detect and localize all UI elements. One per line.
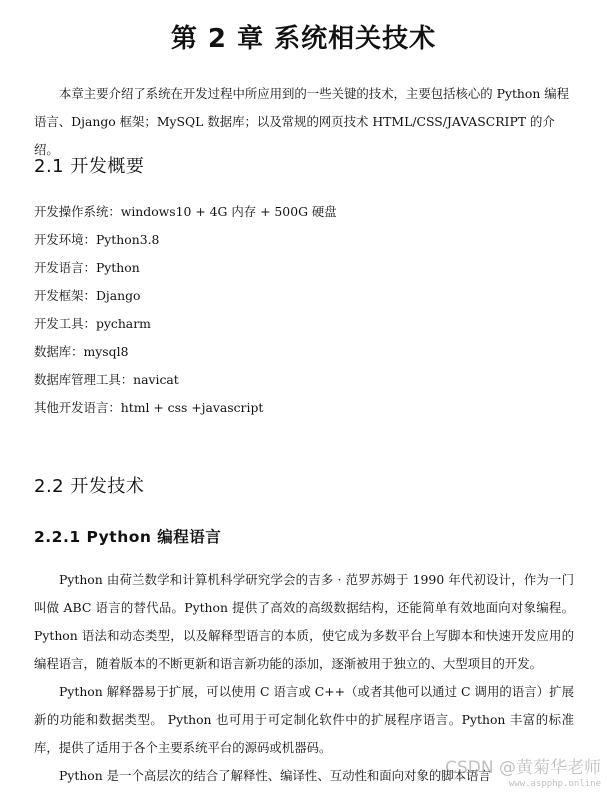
watermark: [445, 758, 601, 790]
paragraph: Python 由荷兰数学和计算机科学研究学会的吉多 · 范罗苏姆于 1990 年代初设计，作为一门叫做 ABC 语言的替代品。Python 提供了高效的高级数据结构，还能简单有效地面向对象编程。Python 语法和动态类型，以及解释型语言的本质，使它成为多数平台上写脚本和快速开发应用的编程语言，随着版本的不断更新和语言新功能的添加，逐渐被用于独立的、大型项目的开发。: [34, 572, 574, 671]
dev-environment-list: [34, 198, 337, 422]
list-item: 数据库管理工具：navicat: [34, 372, 179, 387]
list-item: 开发操作系统：windows10 + 4G 内存 + 500G 硬盘: [34, 204, 337, 219]
paragraph: Python 是一个高层次的结合了解释性、编译性、互动性和面向对象的脚本语言: [59, 768, 491, 783]
list-item: 开发环境：Python3.8: [34, 232, 160, 247]
subsection-heading-python: 2.2.1 Python 编程语言: [34, 528, 222, 546]
watermark-author: CSDN @黄菊华老师: [445, 758, 601, 778]
intro-paragraph: 本章主要介绍了系统在开发过程中所应用到的一些关键的技术，主要包括核心的 Python 编程语言、Django 框架；MySQL 数据库；以及常规的网页技术 HTML/CSS/JAVASCRIPT 的介绍。: [34, 86, 570, 157]
section-heading-technology: 2.2 开发技术: [34, 476, 145, 497]
list-item: 开发语言：Python: [34, 260, 140, 275]
list-item: 其他开发语言：html + css +javascript: [34, 400, 264, 415]
python-body: [34, 566, 574, 790]
section-heading-overview: 2.1 开发概要: [34, 156, 145, 177]
watermark-site: www.aspphp.online: [508, 779, 601, 789]
list-item: 数据库：mysql8: [34, 344, 129, 359]
paragraph: Python 解释器易于扩展，可以使用 C 语言或 C++（或者其他可以通过 C 调用的语言）扩展新的功能和数据类型。 Python 也可用于可定制化软件中的扩展程序语言。Python 丰富的标准库，提供了适用于各个主要系统平台的源码或机器码。: [34, 684, 574, 755]
list-item: 开发框架：Django: [34, 288, 141, 303]
list-item: 开发工具：pycharm: [34, 316, 151, 331]
chapter-title: 第 2 章 系统相关技术: [170, 24, 437, 54]
